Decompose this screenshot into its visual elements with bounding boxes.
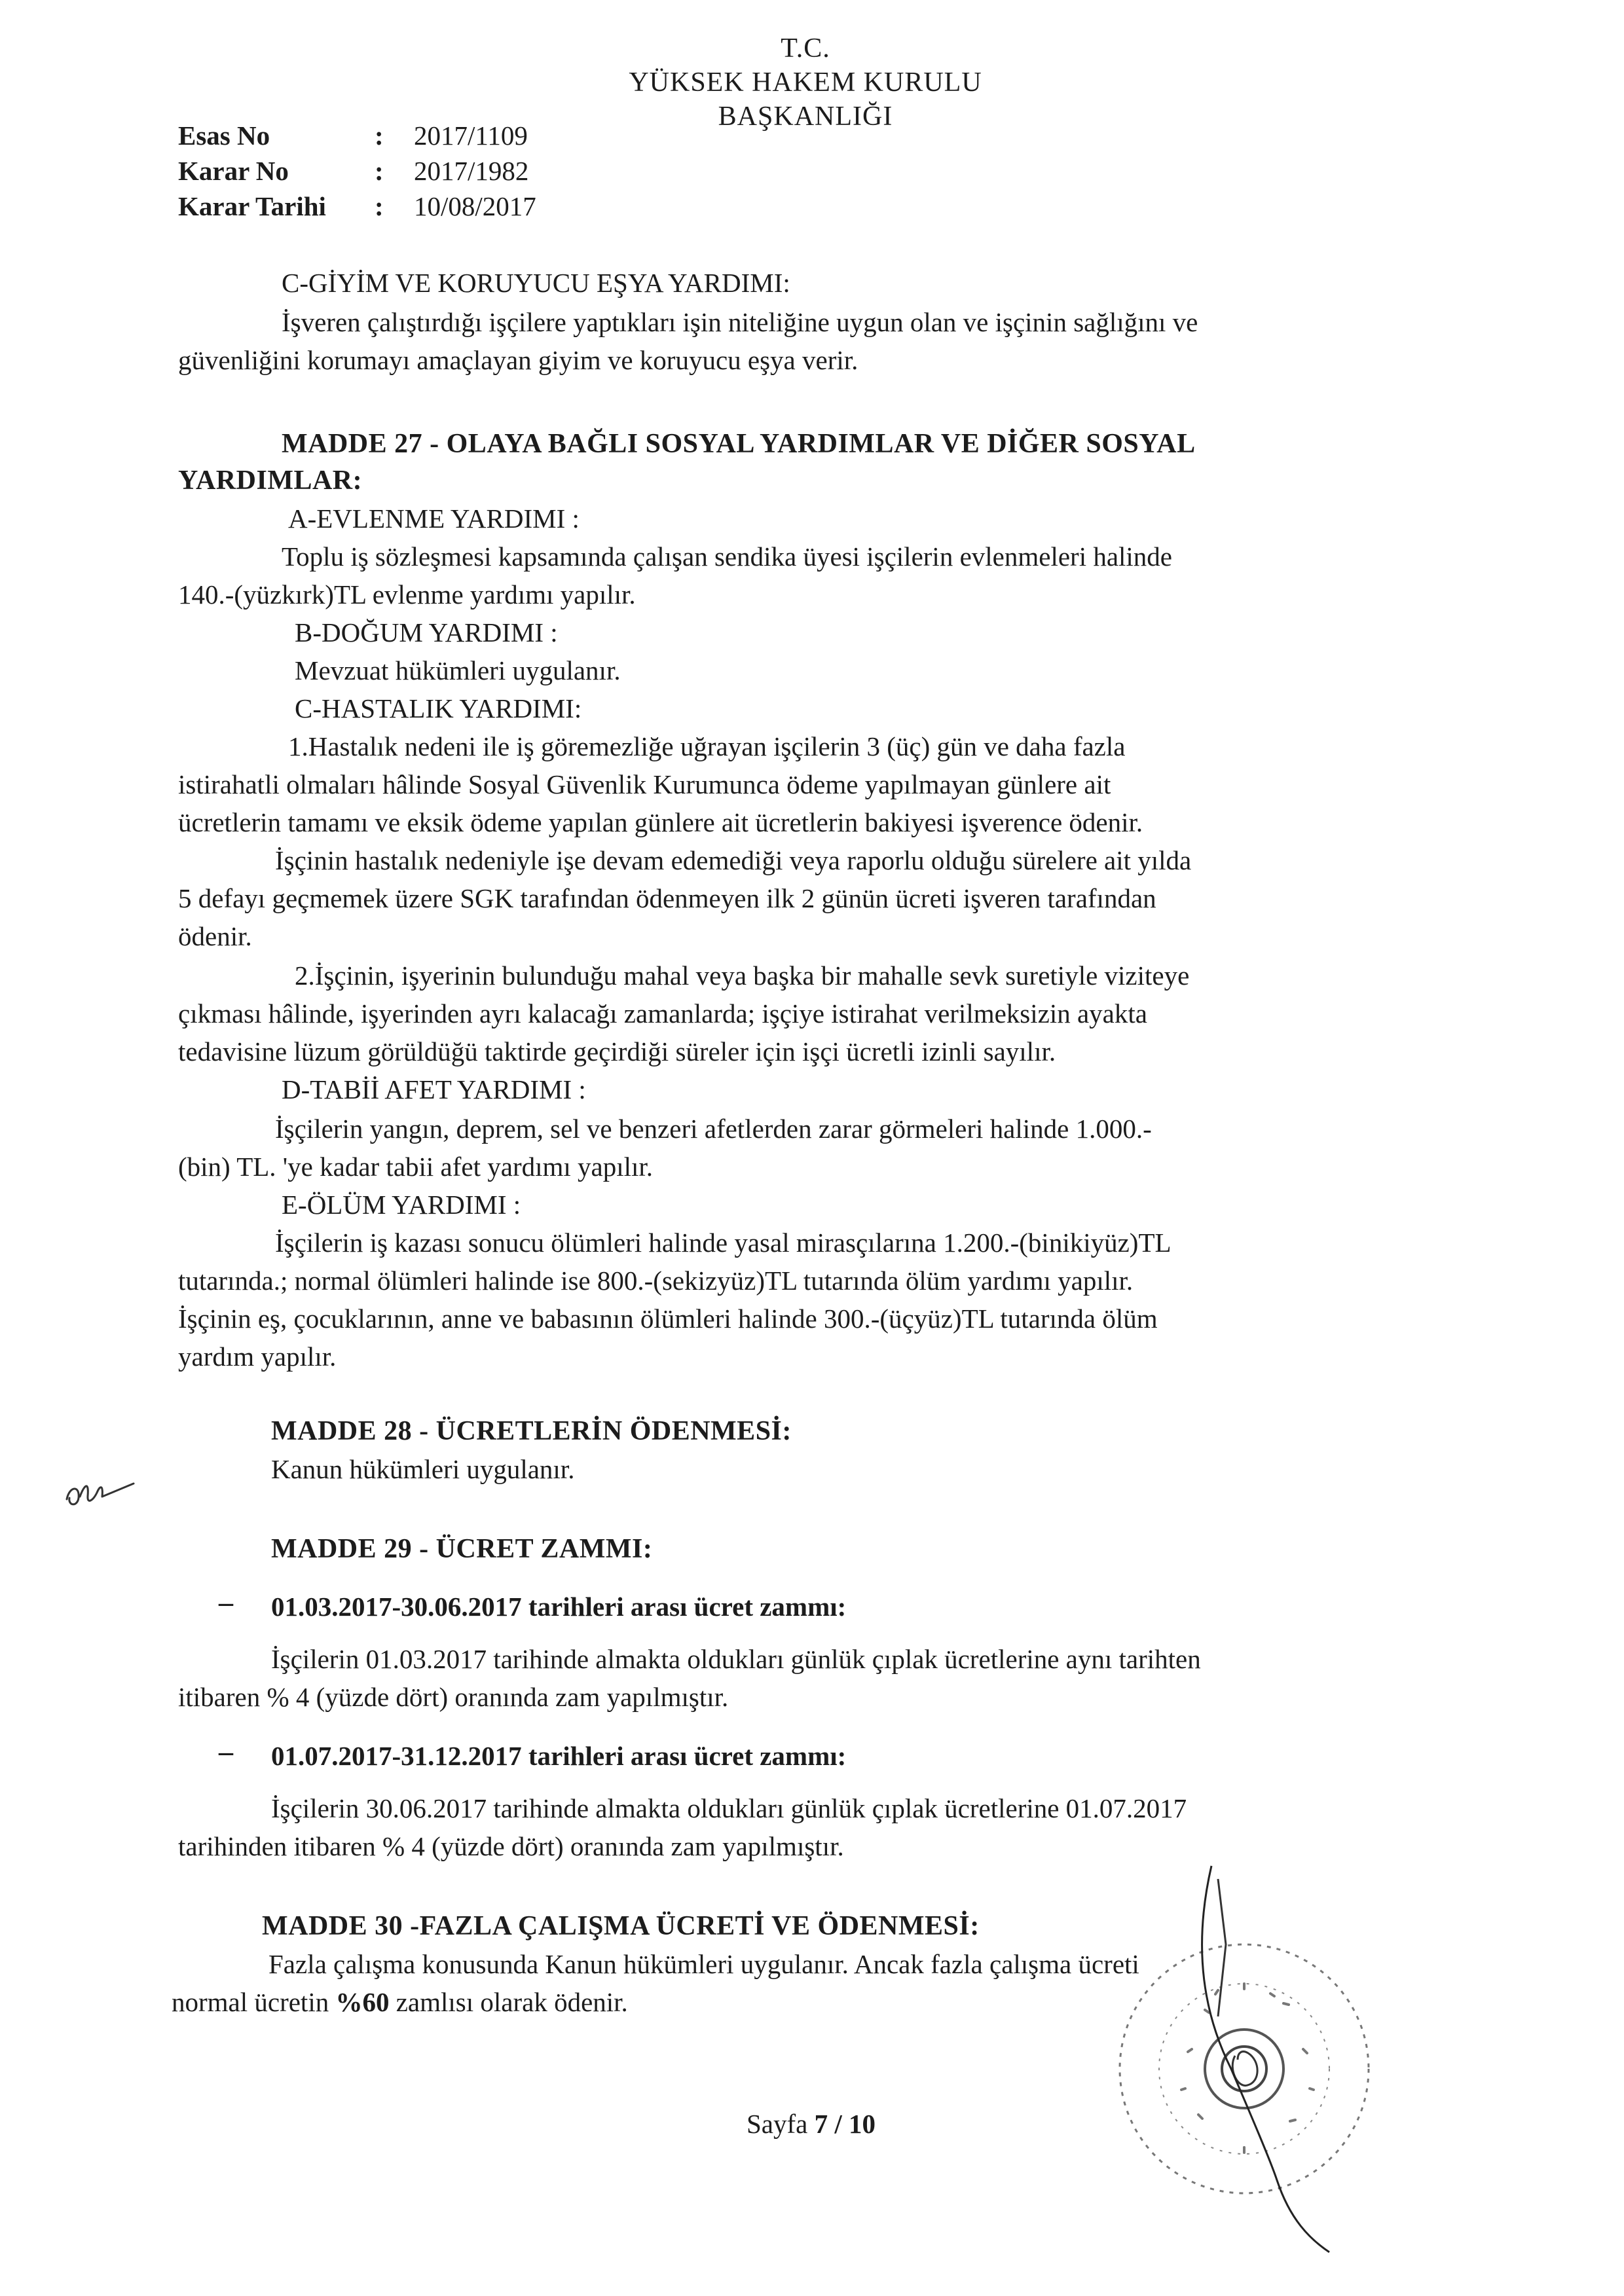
hastalik-p3-line-2: çıkması hâlinde, işyerinden ayrı kalacağı zamanlarda; işçiye istirahat verilmeksizin ayakta: [178, 998, 1147, 1029]
olum-text-2: tutarında.; normal ölümleri halinde ise 800.-(sekizyüz)TL tutarında ölüm yardımı yapılır.: [178, 1266, 1134, 1296]
zam-period-2-line-2: tarihinden itibaren % 4 (yüzde dört) oranında zam yapılmıştır.: [178, 1831, 844, 1861]
evlenme-title: A-EVLENME YARDIMI :: [288, 503, 580, 534]
olum-text-4: yardım yapılır.: [178, 1341, 337, 1372]
dogum-title: B-DOĞUM YARDIMI :: [295, 617, 558, 647]
meta-colon: :: [375, 156, 384, 186]
bullet-dash: –: [219, 1586, 233, 1618]
hastalik-p2-line-3: ödenir.: [178, 921, 252, 951]
meta-row-karar: [178, 153, 536, 189]
olum-title: E-ÖLÜM YARDIMI :: [282, 1190, 521, 1220]
page-count: 7 / 10: [814, 2109, 876, 2139]
zam-period-2-line-1: İşçilerin 30.06.2017 tarihinde almakta oldukları günlük çıplak ücretlerine 01.07.2017: [271, 1793, 1187, 1823]
dogum-text: Mevzuat hükümleri uygulanır.: [295, 655, 621, 685]
giyim-title: C-GİYİM VE KORUYUCU EŞYA YARDIMI:: [282, 268, 790, 298]
hastalik-p1-line-3: ücretlerin tamamı ve eksik ödeme yapılan günlere ait ücretlerin bakiyesi işverence ödenir.: [178, 807, 1143, 837]
hastalik-p1-line-1: 1.Hastalık nedeni ile iş göremezliğe uğrayan işçilerin 3 (üç) gün ve daha fazla: [288, 731, 1126, 761]
page-prefix: Sayfa: [747, 2109, 815, 2139]
meta-label: Karar No: [178, 156, 289, 186]
madde28-heading: MADDE 28 - ÜCRETLERİN ÖDENMESİ:: [271, 1416, 792, 1446]
madde27-heading-2: YARDIMLAR:: [178, 465, 363, 496]
meta-label: Esas No: [178, 120, 270, 151]
olum-text-1: İşçilerin iş kazası sonucu ölümleri halinde yasal mirasçılarına 1.200.-(binikiyüz)TL: [275, 1228, 1172, 1258]
madde30-percentage: %60: [335, 1987, 390, 2017]
giyim-text-2: güvenliğini korumayı amaçlayan giyim ve koruyucu eşya verir.: [178, 345, 858, 375]
giyim-text-1: İşveren çalıştırdığı işçilere yaptıkları işin niteliğine uygun olan ve işçinin sağlığını ve: [282, 307, 1198, 337]
hastalik-p2-line-1: İşçinin hastalık nedeniyle işe devam edemediği veya raporlu olduğu sürelere ait yılda: [275, 845, 1192, 875]
afet-text-1: İşçilerin yangın, deprem, sel ve benzeri afetlerden zarar görmeleri halinde 1.000.-: [275, 1114, 1152, 1144]
hastalik-p1-line-2: istirahatli olmaları hâlinde Sosyal Güvenlik Kurumunca ödeme yapılmayan günlere ait: [178, 769, 1111, 799]
olum-text-3: İşçinin eş, çocuklarının, anne ve babasının ölümleri halinde 300.-(üçyüz)TL tutarında ölüm: [178, 1303, 1158, 1334]
zam-period-1-title: 01.03.2017-30.06.2017 tarihleri arası ücret zammı:: [271, 1592, 847, 1622]
madde29-heading: MADDE 29 - ÜCRET ZAMMI:: [271, 1534, 653, 1564]
afet-title: D-TABİİ AFET YARDIMI :: [282, 1074, 586, 1104]
madde28-text: Kanun hükümleri uygulanır.: [271, 1454, 575, 1484]
madde30-heading: MADDE 30 -FAZLA ÇALIŞMA ÜCRETİ VE ÖDENMESİ:: [262, 1911, 980, 1941]
hastalik-title: C-HASTALIK YARDIMI:: [295, 693, 582, 723]
madde27-heading-1: MADDE 27 - OLAYA BAĞLI SOSYAL YARDIMLAR VE DİĞER SOSYAL: [282, 429, 1196, 459]
page-number: [747, 2108, 876, 2140]
hastalik-p3-line-3: tedavisine lüzum görüldüğü taktirde geçirdiği süreler için işçi ücretli izinli sayılır.: [178, 1036, 1056, 1066]
hastalik-p3-line-1: 2.İşçinin, işyerinin bulunduğu mahal veya başka bir mahalle sevk suretiyle viziteye: [295, 960, 1190, 991]
header-line-2: YÜKSEK HAKEM KURULU: [629, 67, 982, 98]
madde30-line-2: [172, 1984, 628, 2020]
case-metadata: [178, 118, 536, 224]
official-seal-stamp: [1113, 1853, 1467, 2259]
zam-period-1-line-1: İşçilerin 01.03.2017 tarihinde almakta oldukları günlük çıplak ücretlerine aynı tarihten: [271, 1644, 1201, 1674]
evlenme-text-1: Toplu iş sözleşmesi kapsamında çalışan sendika üyesi işçilerin evlenmeleri halinde: [282, 541, 1173, 572]
madde30-line-2-pre: normal ücretin: [172, 1987, 336, 2017]
meta-value: 10/08/2017: [414, 191, 536, 221]
meta-value: 2017/1982: [414, 156, 529, 186]
handwritten-initials: [60, 1460, 139, 1519]
madde30-line-2-post: zamlısı olarak ödenir.: [389, 1987, 628, 2017]
meta-row-tarih: [178, 189, 536, 224]
header-line-1: T.C.: [781, 33, 830, 64]
meta-colon: :: [375, 191, 384, 221]
meta-row-esas: [178, 118, 536, 153]
zam-period-2-title: 01.07.2017-31.12.2017 tarihleri arası ücret zammı:: [271, 1741, 847, 1771]
header-line-3: BAŞKANLIĞI: [718, 101, 893, 132]
meta-value: 2017/1109: [414, 120, 528, 151]
bullet-dash: –: [219, 1736, 233, 1768]
meta-label: Karar Tarihi: [178, 191, 326, 221]
hastalik-p2-line-2: 5 defayı geçmemek üzere SGK tarafından ödenmeyen ilk 2 günün ücreti işveren tarafından: [178, 883, 1156, 913]
meta-colon: :: [375, 120, 384, 151]
institution-header: [576, 31, 1035, 134]
evlenme-text-2: 140.-(yüzkırk)TL evlenme yardımı yapılır.: [178, 579, 636, 610]
afet-text-2: (bin) TL. 'ye kadar tabii afet yardımı yapılır.: [178, 1152, 654, 1182]
madde30-line-1: Fazla çalışma konusunda Kanun hükümleri uygulanır. Ancak fazla çalışma ücreti: [268, 1949, 1139, 1979]
zam-period-1-line-2: itibaren % 4 (yüzde dört) oranında zam yapılmıştır.: [178, 1682, 729, 1712]
